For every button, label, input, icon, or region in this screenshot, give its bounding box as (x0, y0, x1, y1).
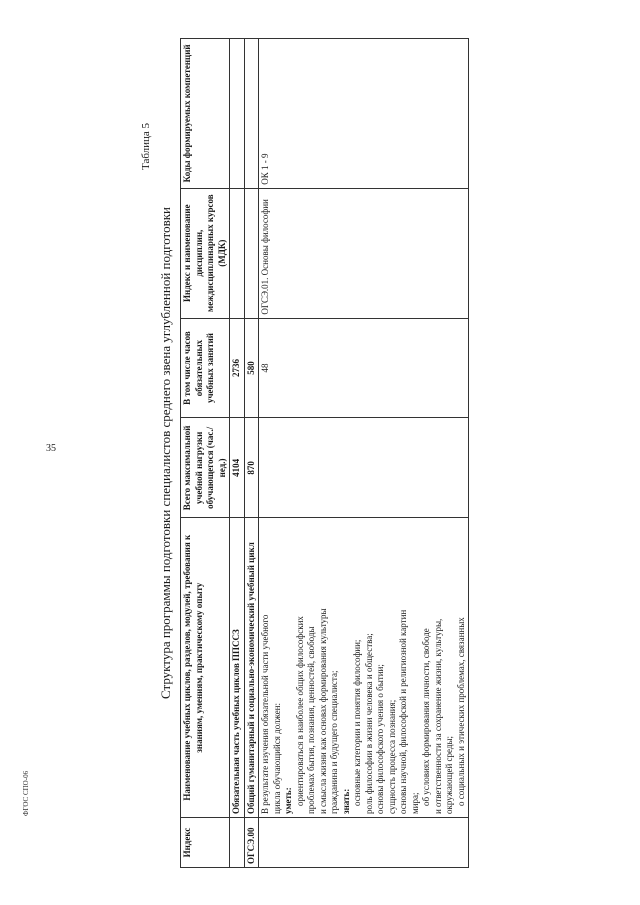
table-label: Таблица 5 (140, 122, 152, 170)
text-line: основы научной, философской и религиозной картин (398, 609, 408, 815)
text-line: окружающей среды; (444, 735, 454, 815)
header-codes: Коды формируемых компетенций (181, 39, 230, 189)
table-row (230, 39, 245, 868)
text-line: основы философского учения о бытии; (375, 664, 385, 815)
header-total: Всего максимальной учебной нагрузки обучающегося (час./нед.) (181, 418, 230, 518)
header-index: Индекс (181, 818, 230, 868)
text-line: проблемах бытия, познания, ценностей, свободы (306, 626, 316, 815)
header-name: Наименование учебных циклов, разделов, модулей, требования к знаниям, умениям, практическому опыту (181, 518, 230, 818)
text-line: сущность процесса познания; (386, 699, 397, 815)
header-mandatory: В том числе часов обязательных учебных занятий (181, 318, 230, 418)
text-line: цикла обучающийся должен: (271, 702, 282, 815)
table-row (259, 39, 469, 868)
table-row (244, 39, 259, 868)
footer-code: ФГОС СПО-06 (22, 770, 30, 816)
text-line: и ответственности за сохранение жизни, культуры, (432, 618, 443, 815)
text-line: гражданина и будущего специалиста; (329, 670, 339, 815)
page-title: Структура программы подготовки специалистов среднего звена углубленной подготовки (158, 207, 173, 699)
header-discipline: Индекс и наименование дисциплин, междисциплинарных курсов (МДК) (181, 188, 230, 318)
mandatory-part-hours: 2736 (230, 318, 245, 418)
ogse-total: 870 (244, 418, 259, 518)
text-line: роль философии в жизни человека и общества; (363, 633, 374, 815)
text-line: основные категории и понятия философии; (352, 639, 362, 807)
text-line: В результате изучения обязательной части учебного (260, 614, 270, 815)
philosophy-requirements (259, 518, 469, 818)
ogse-hours: 580 (244, 318, 259, 418)
text-line: уметь: (283, 787, 293, 815)
text-line: и смысла жизни как основах формирования культуры (317, 608, 328, 815)
text-line: мира; (409, 792, 420, 815)
philosophy-codes: ОК 1 - 9 (259, 39, 469, 189)
text-line: ориентироваться в наиболее общих философских (294, 616, 305, 807)
text-line: знать: (340, 788, 351, 815)
mandatory-part-total: 4104 (230, 418, 245, 518)
text-line: о социальных и этических проблемах, связанных (455, 617, 466, 807)
philosophy-hours: 48 (259, 318, 469, 418)
page-number: 35 (46, 443, 56, 454)
philosophy-discipline: ОГСЭ.01. Основы философии (259, 188, 469, 318)
ogse-index: ОГСЭ.00 (244, 818, 259, 868)
structure-table (180, 38, 469, 868)
header-row (181, 39, 230, 868)
mandatory-part-name: Обязательная часть учебных циклов ППССЗ (230, 518, 245, 818)
text-line: об условиях формирования личности, свободе (421, 628, 431, 807)
ogse-name: Общий гуманитарный и социально-экономический учебный цикл (244, 518, 259, 818)
rotated-page (140, 18, 620, 888)
